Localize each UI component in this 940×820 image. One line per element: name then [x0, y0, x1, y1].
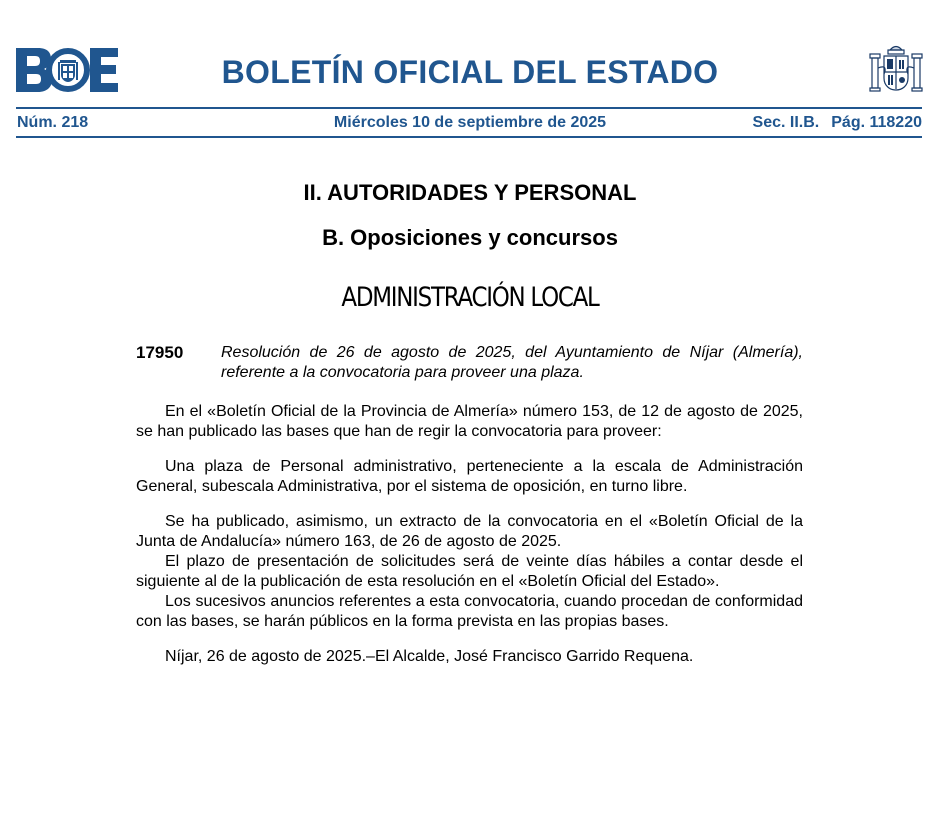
paragraph: El plazo de presentación de solicitudes será de veinte días hábiles a contar desde el siguiente al de la publicación de esta resolución en el «Boletín Oficial del Estado».	[136, 553, 803, 590]
resolution-title: Resolución de 26 de agosto de 2025, del Ayuntamiento de Níjar (Almería), referente a la convocatoria para proveer una plaza.	[221, 344, 803, 381]
section-title: II. AUTORIDADES Y PERSONAL	[303, 180, 637, 205]
paragraph: Una plaza de Personal administrativo, perteneciente a la escala de Administración General, subescala Administrativa, por el sistema de oposición, en turno libre.	[136, 458, 803, 495]
paragraph: Se ha publicado, asimismo, un extracto de la convocatoria en el «Boletín Oficial de la Junta de Andalucía» número 163, de 26 de agosto de 2025.	[136, 513, 803, 550]
section-and-page	[753, 114, 922, 132]
signature-line: Níjar, 26 de agosto de 2025.–El Alcalde, José Francisco Garrido Requena.	[165, 648, 694, 665]
section-code: Sec. II.B.	[752, 114, 820, 131]
masthead-title: BOLETÍN OFICIAL DEL ESTADO	[221, 54, 719, 90]
issue-date: Miércoles 10 de septiembre de 2025	[333, 114, 607, 131]
issue-number: Núm. 218	[17, 114, 89, 131]
header-bottom-rule	[16, 136, 922, 138]
resolution-header	[136, 343, 803, 383]
page-number: Pág. 118220	[831, 114, 922, 131]
document-body	[136, 343, 803, 667]
header-top-rule	[16, 107, 922, 109]
paragraph: En el «Boletín Oficial de la Provincia de Almería» número 153, de 12 de agosto de 2025, se han publicado las bases que han de regir la convocatoria para proveer:	[136, 403, 803, 440]
category-heading: ADMINISTRACIÓN LOCAL	[341, 282, 599, 313]
resolution-number: 17950	[136, 343, 184, 362]
paragraph: Los sucesivos anuncios referentes a esta convocatoria, cuando procedan de conformidad con las bases, se harán públicos en la forma prevista en las propias bases.	[136, 593, 803, 630]
section-subtitle: B. Oposiciones y concursos	[322, 225, 618, 250]
